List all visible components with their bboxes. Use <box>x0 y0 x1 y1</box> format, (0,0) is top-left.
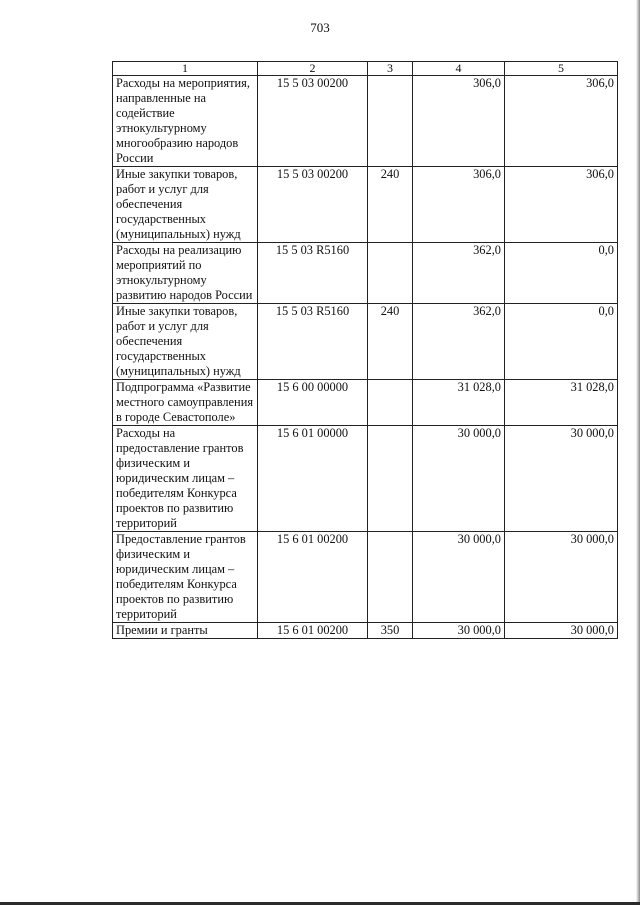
row-value-2: 30 000,0 <box>505 426 618 532</box>
table-row <box>113 623 618 639</box>
row-value-1: 362,0 <box>413 304 505 380</box>
row-value-1: 306,0 <box>413 76 505 167</box>
row-name: Иные закупки товаров, работ и услуг для обеспечения государственных (муниципальных) нужд <box>113 167 258 243</box>
row-code: 15 5 03 00200 <box>258 167 368 243</box>
row-value-1: 306,0 <box>413 167 505 243</box>
row-code: 15 5 03 R5160 <box>258 243 368 304</box>
row-value-1: 30 000,0 <box>413 532 505 623</box>
table-row <box>113 380 618 426</box>
row-value-2: 306,0 <box>505 167 618 243</box>
row-value-1: 30 000,0 <box>413 623 505 639</box>
column-header-2: 2 <box>258 62 368 76</box>
table-row <box>113 304 618 380</box>
row-name: Расходы на реализацию мероприятий по этнокультурному развитию народов России <box>113 243 258 304</box>
table-row <box>113 243 618 304</box>
row-value-2: 0,0 <box>505 304 618 380</box>
row-name: Иные закупки товаров, работ и услуг для обеспечения государственных (муниципальных) нужд <box>113 304 258 380</box>
row-value-2: 30 000,0 <box>505 532 618 623</box>
row-code: 15 6 01 00200 <box>258 532 368 623</box>
row-code: 15 5 03 00200 <box>258 76 368 167</box>
row-type: 240 <box>368 167 413 243</box>
row-name: Подпрограмма «Развитие местного самоуправления в городе Севастополе» <box>113 380 258 426</box>
row-code: 15 6 01 00000 <box>258 426 368 532</box>
table-row <box>113 167 618 243</box>
column-header-5: 5 <box>505 62 618 76</box>
row-value-1: 31 028,0 <box>413 380 505 426</box>
row-value-2: 30 000,0 <box>505 623 618 639</box>
row-value-1: 30 000,0 <box>413 426 505 532</box>
column-header-1: 1 <box>113 62 258 76</box>
row-name: Расходы на предоставление грантов физическим и юридическим лицам – победителям Конкурса проектов по развитию территорий <box>113 426 258 532</box>
row-type <box>368 380 413 426</box>
row-name: Предоставление грантов физическим и юридическим лицам – победителям Конкурса проектов по развитию территорий <box>113 532 258 623</box>
row-value-2: 31 028,0 <box>505 380 618 426</box>
row-type <box>368 532 413 623</box>
row-code: 15 6 01 00200 <box>258 623 368 639</box>
column-header-4: 4 <box>413 62 505 76</box>
page-number: 703 <box>310 20 330 35</box>
row-code: 15 6 00 00000 <box>258 380 368 426</box>
row-value-2: 0,0 <box>505 243 618 304</box>
row-name: Премии и гранты <box>113 623 258 639</box>
row-type <box>368 243 413 304</box>
scan-edge-right <box>636 0 640 905</box>
row-value-1: 362,0 <box>413 243 505 304</box>
row-type <box>368 426 413 532</box>
row-code: 15 5 03 R5160 <box>258 304 368 380</box>
row-type: 350 <box>368 623 413 639</box>
row-value-2: 306,0 <box>505 76 618 167</box>
column-header-3: 3 <box>368 62 413 76</box>
row-type: 240 <box>368 304 413 380</box>
row-name: Расходы на мероприятия, направленные на содействие этнокультурному многообразию народов России <box>113 76 258 167</box>
row-type <box>368 76 413 167</box>
table-row <box>113 532 618 623</box>
table-row <box>113 76 618 167</box>
table-header-row <box>113 62 618 76</box>
table-row <box>113 426 618 532</box>
budget-table <box>112 61 618 639</box>
